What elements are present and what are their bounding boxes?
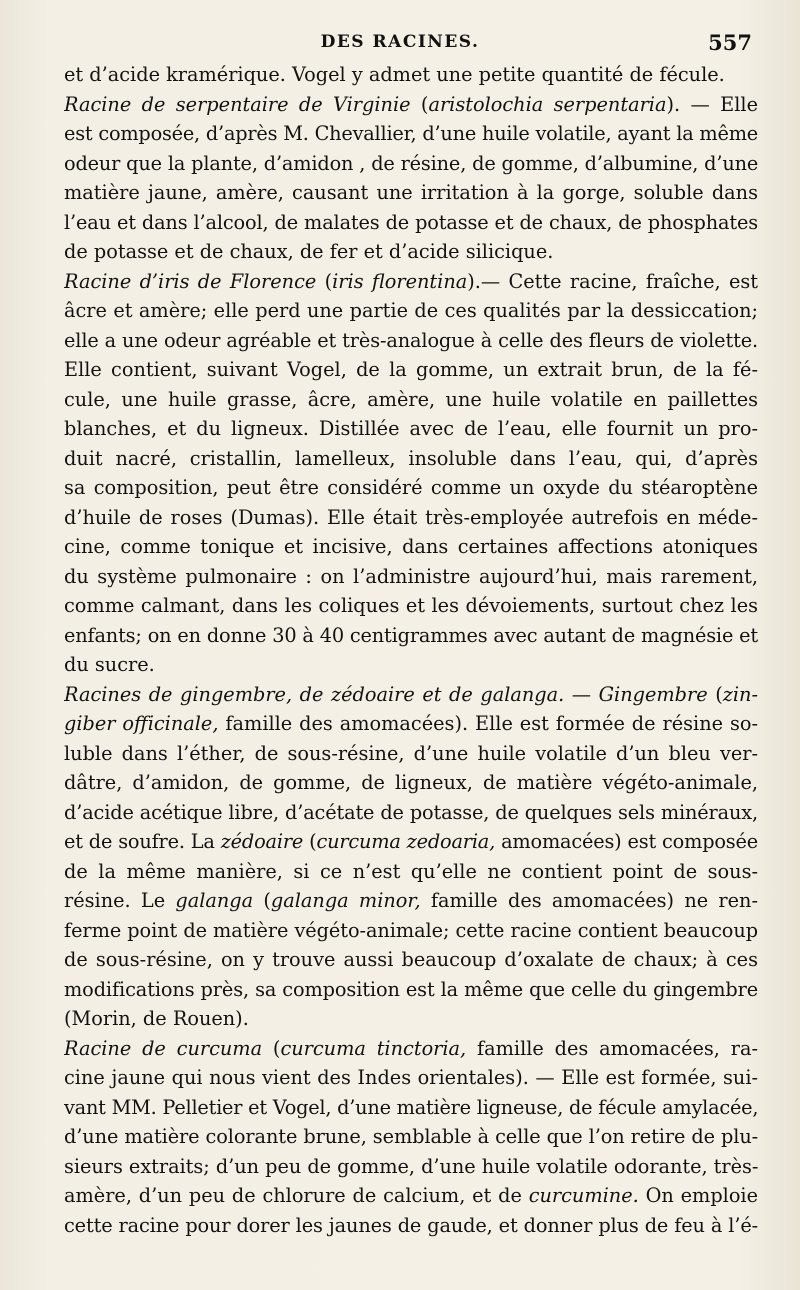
line-text: âcre et amère; elle perd une partie de ces qualités par la dessiccation;: [64, 299, 758, 322]
line-text: comme calmant, dans les coliques et les dévoiements, surtout chez les: [64, 594, 758, 617]
line-text: dâtre, d’amidon, de gomme, de ligneux, de matière végéto-animale,: [64, 771, 758, 794]
line-text: de la même manière, si ce n’est qu’elle ne contient point de sous-: [64, 859, 758, 883]
text-line: [64, 444, 758, 474]
text-line: [64, 1152, 758, 1182]
line-text: elle a une odeur agréable et très-analogue à celle des fleurs de violette.: [64, 328, 758, 352]
page-number: 557: [708, 30, 752, 55]
line-text: de sous-résine, on y trouve aussi beaucoup d’oxalate de chaux; à ces: [64, 948, 758, 971]
line-text: blanches, et du ligneux. Distillée avec de l’eau, elle fournit un pro-: [64, 417, 758, 440]
text-line: [64, 1211, 758, 1241]
italic-text: Racine d’iris de Florence: [64, 269, 317, 293]
line-text: du sucre.: [64, 653, 155, 676]
italic-text: Racines de gingembre, de zédoaire et de galanga. — Gingembre: [64, 682, 708, 706]
line-text: On emploie: [638, 1184, 758, 1207]
text-line: [64, 503, 758, 533]
text-line: [64, 208, 758, 238]
line-text: famille des amomacées, ra-: [466, 1036, 758, 1060]
text-line: [64, 680, 758, 710]
running-title: DES RACINES.: [320, 32, 480, 52]
line-text: d’huile de roses (Dumas). Elle était très-employée autrefois en méde-: [64, 505, 758, 529]
text-line: [64, 857, 758, 887]
line-text: amomacées) est composée: [495, 830, 758, 853]
line-text: d’acide acétique libre, d’acétate de potasse, de quelques sels minéraux,: [64, 800, 758, 824]
text-line: [64, 414, 758, 444]
text-line: [64, 355, 758, 385]
italic-text: iris florentina: [332, 269, 468, 293]
line-text: matière jaune, amère, causant une irritation à la gorge, soluble dans: [64, 181, 758, 204]
line-text: (Morin, de Rouen).: [64, 1007, 249, 1030]
line-text: odeur que la plante, d’amidon , de résine, de gomme, d’albumine, d’une: [64, 151, 758, 175]
line-text: cette racine pour dorer les jaunes de gaude, et donner plus de feu à l’é-: [64, 1213, 758, 1237]
line-text: (: [303, 830, 317, 853]
text-line: [64, 90, 758, 120]
line-text: cine jaune qui nous vient des Indes orientales). — Elle est formée, sui-: [64, 1066, 758, 1089]
line-text: vant MM. Pelletier et Vogel, d’une matière ligneuse, de fécule amylacée,: [64, 1095, 758, 1119]
text-line: [64, 975, 758, 1005]
text-line: [64, 178, 758, 208]
italic-text: galanga: [175, 889, 254, 912]
text-line: [64, 60, 758, 90]
line-text: famille des amomacées) ne ren-: [420, 889, 758, 912]
line-text: du système pulmonaire : on l’administre aujourd’hui, mais rarement,: [64, 564, 758, 588]
text-line: [64, 1181, 758, 1211]
text-line: [64, 768, 758, 798]
line-text: de potasse et de chaux, de fer et d’acide silicique.: [64, 240, 554, 263]
line-text: sa composition, peut être considéré comme un oxyde du stéaroptène: [64, 476, 758, 499]
line-text: cule, une huile grasse, âcre, amère, une huile volatile en paillettes: [64, 387, 758, 411]
text-line: [64, 149, 758, 179]
line-text: l’eau et dans l’alcool, de malates de potasse et de chaux, de phosphates: [64, 210, 758, 234]
text-line: [64, 621, 758, 651]
italic-text: curcuma zedoaria,: [316, 830, 496, 853]
text-line: [64, 886, 758, 916]
text-line: [64, 916, 758, 946]
page-header: [0, 30, 800, 60]
line-text: (: [707, 682, 723, 706]
line-text: enfants; on en donne 30 à 40 centigrammes avec autant de magnésie et: [64, 623, 758, 647]
italic-text: giber officinale,: [64, 712, 219, 735]
line-text: ).— Cette racine, fraîche, est: [467, 269, 758, 293]
line-text: (: [316, 269, 333, 293]
text-line: [64, 945, 758, 975]
text-line: [64, 1093, 758, 1123]
italic-text: zin-: [722, 682, 758, 706]
italic-text: aristolochia serpentaria: [428, 92, 667, 116]
line-text: modifications près, sa composition est la même que celle du gingembre: [64, 977, 758, 1001]
line-text: résine. Le: [64, 889, 176, 912]
text-line: [64, 798, 758, 828]
text-line: [64, 532, 758, 562]
text-line: [64, 296, 758, 326]
text-line: [64, 385, 758, 415]
line-text: et de soufre. La: [64, 830, 221, 853]
text-line: [64, 591, 758, 621]
text-line: [64, 326, 758, 356]
italic-text: Racine de curcuma: [64, 1036, 263, 1060]
line-text: duit nacré, cristallin, lamelleux, insoluble dans l’eau, qui, d’après: [64, 446, 758, 470]
text-line: [64, 562, 758, 592]
italic-text: Racine de serpentaire de Virginie: [64, 92, 411, 116]
text-line: [64, 827, 758, 857]
text-line: [64, 650, 758, 680]
line-text: luble dans l’éther, de sous-résine, d’une huile volatile d’un bleu ver-: [64, 741, 758, 765]
line-text: ). — Elle: [666, 92, 758, 116]
line-text: famille des amomacées). Elle est formée de résine so-: [218, 712, 758, 735]
body-text: [64, 60, 758, 1240]
line-text: sieurs extraits; d’un peu de gomme, d’une huile volatile odorante, très-: [64, 1154, 758, 1178]
text-line: [64, 473, 758, 503]
line-text: ferme point de matière végéto-animale; cette racine contient beaucoup: [64, 918, 758, 942]
text-line: [64, 709, 758, 739]
italic-text: curcuma tinctoria,: [280, 1036, 467, 1060]
text-line: [64, 267, 758, 297]
italic-text: zédoaire: [220, 830, 304, 853]
text-line: [64, 739, 758, 769]
italic-text: curcumine.: [528, 1184, 639, 1207]
line-text: cine, comme tonique et incisive, dans certaines affections atoniques: [64, 535, 758, 558]
line-text: (: [253, 889, 271, 912]
text-line: [64, 237, 758, 267]
line-text: amère, d’un peu de chlorure de calcium, et de: [64, 1184, 529, 1207]
line-text: (: [262, 1036, 281, 1060]
line-text: d’une matière colorante brune, semblable à celle que l’on retire de plu-: [64, 1125, 758, 1148]
text-line: [64, 1063, 758, 1093]
text-line: [64, 1122, 758, 1152]
text-line: [64, 119, 758, 149]
line-text: et d’acide kramérique. Vogel y admet une petite quantité de fécule.: [64, 63, 725, 86]
text-line: [64, 1034, 758, 1064]
line-text: (: [410, 92, 429, 116]
italic-text: galanga minor,: [270, 889, 421, 912]
line-text: Elle contient, suivant Vogel, de la gomme, un extrait brun, de la fé-: [64, 358, 758, 381]
line-text: est composée, d’après M. Chevallier, d’une huile volatile, ayant la même: [64, 122, 758, 145]
text-line: [64, 1004, 758, 1034]
